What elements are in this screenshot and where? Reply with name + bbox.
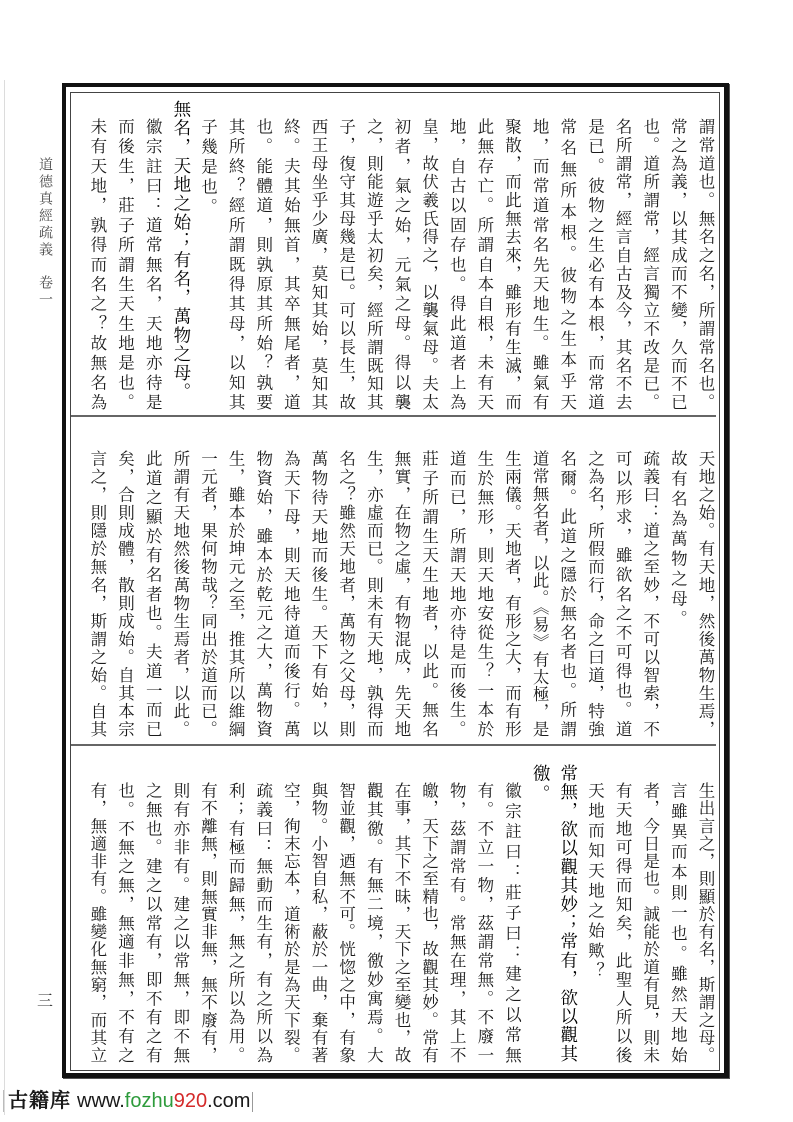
volume-label: 卷一 bbox=[37, 275, 53, 309]
commentary-column: 謂常道也。無名之名，所謂常名也。 bbox=[696, 118, 715, 410]
text-register-upper bbox=[83, 100, 719, 410]
watermark-site-name: 古籍库 bbox=[8, 1090, 71, 1112]
commentary-column: 有天地可得而知矣，此聖人所以後 bbox=[613, 782, 633, 1063]
commentary-column: 智並觀，迺無不可。恍惚之中，有象 bbox=[336, 782, 356, 1063]
commentary-column: 言之，則隱於無名，斯謂之始。自其 bbox=[87, 450, 107, 737]
commentary-column: 子幾是也。 bbox=[198, 118, 218, 218]
commentary-column: 空，徇末忘本，道術於是為天下裂。 bbox=[281, 782, 301, 1063]
commentary-column: 名之？雖然天地者，萬物之父母，則 bbox=[336, 450, 356, 737]
commentary-column: 莊子所謂生天生地者，以此。無名 bbox=[419, 450, 439, 737]
commentary-column: 子，復守其母幾是已。可以長生，故 bbox=[336, 118, 356, 410]
running-head bbox=[36, 157, 54, 309]
commentary-column: 未有天地，孰得而名之？故無名為 bbox=[87, 118, 107, 410]
commentary-column: 疏義曰：無動而生有，有之所以為 bbox=[253, 782, 273, 1063]
text-register-lower bbox=[83, 764, 719, 1063]
commentary-column: 者，今日是也。誠能於道有見，則未 bbox=[640, 782, 660, 1063]
commentary-column: 物，茲謂常有。常無在理，其上不 bbox=[447, 782, 467, 1063]
watermark-url-suffix: .com bbox=[207, 1090, 251, 1112]
commentary-column: 西王母坐乎少廣，莫知其始，莫知其 bbox=[309, 118, 329, 410]
commentary-column: 聚散，而此無去來，雖形有生滅，而 bbox=[502, 118, 522, 410]
commentary-column: 與物。小智自私，蔽於一曲，棄有著 bbox=[309, 782, 329, 1063]
watermark-edge-line bbox=[3, 1090, 4, 1112]
commentary-column: 有，無適非有。雖變化無窮，而其立 bbox=[87, 782, 107, 1063]
commentary-column: 皇，故伏羲氏得之，以襲氣母。夫太 bbox=[419, 118, 439, 410]
commentary-column: 生，雖本於坤元之至，推其所以維綱 bbox=[226, 450, 246, 737]
commentary-column: 天地而知天地之始歟？ bbox=[585, 782, 605, 982]
commentary-column: 也。能體道，則孰原其所始？孰要 bbox=[253, 118, 273, 410]
scripture-column: 徼。 bbox=[530, 764, 551, 805]
commentary-column: 萬物待天地而後生。天下有始，以 bbox=[309, 450, 329, 737]
commentary-column: 道常無名者，以此。《易》有太極，是 bbox=[530, 450, 550, 737]
commentary-column: 則有亦非有。建之以常無，即不無 bbox=[170, 782, 190, 1063]
commentary-column: 矣，合則成體，散則成始。自其本宗 bbox=[115, 450, 135, 737]
commentary-column: 皦，天下之至精也，故觀其妙。常有 bbox=[419, 782, 439, 1063]
commentary-column: 此道之顯於有名者也。夫道一而已 bbox=[143, 450, 163, 737]
scripture-column: 無名，天地之始；有名，萬物之母。 bbox=[170, 100, 191, 400]
commentary-column: 地，自古以固存也。得此道者上為 bbox=[447, 118, 467, 410]
text-register-middle bbox=[83, 450, 719, 737]
commentary-column: 初者，氣之始，元氣之母。得以襲 bbox=[391, 118, 411, 410]
watermark-url bbox=[77, 1090, 250, 1112]
commentary-column: 生出言之，則顯於有名，斯謂之母。 bbox=[696, 782, 715, 1063]
commentary-column: 生於無形，則天地安從生？一本於 bbox=[474, 450, 494, 737]
commentary-column: 徽宗註曰：道常無名，天地亦待是 bbox=[143, 118, 163, 410]
register-divider-upper bbox=[71, 415, 716, 417]
commentary-column: 觀其徼。有無二境，徼妙寓焉。大 bbox=[364, 782, 384, 1063]
watermark-url-green-part: fozhu bbox=[124, 1090, 174, 1112]
scan-edge-line bbox=[4, 80, 5, 1115]
commentary-column: 疏義曰：道之至妙，不可以智索，不 bbox=[640, 450, 660, 737]
commentary-column: 物資始，雖本於乾元之大，萬物資 bbox=[253, 450, 273, 737]
commentary-column: 終。夫其始無首，其卒無尾者，道 bbox=[281, 118, 301, 410]
commentary-column: 有。不立一物，茲謂常無。不廢一 bbox=[474, 782, 494, 1063]
commentary-column: 其所終？經所謂既得其母，以知其 bbox=[226, 118, 246, 410]
commentary-column: 地，而常道常名先天地生。雖氣有 bbox=[530, 118, 550, 410]
commentary-column: 生，亦虛而已。則未有天地，孰得而 bbox=[364, 450, 384, 737]
commentary-column: 一元者，果何物哉？同出於道而已。 bbox=[198, 450, 218, 737]
commentary-column: 道而已，所謂天地亦待是而後生。 bbox=[447, 450, 467, 737]
commentary-column: 名所謂常，經言自古及今，其名不去 bbox=[613, 118, 633, 410]
commentary-column: 在事，其下不昧，天下之至變也，故 bbox=[391, 782, 411, 1063]
commentary-column: 天地之始。有天地，然後萬物生焉， bbox=[696, 450, 715, 737]
commentary-column: 徽宗註曰：莊子曰：建之以常無 bbox=[502, 782, 522, 1063]
commentary-column: 常之為義，以其成而不變，久而不已 bbox=[668, 118, 688, 410]
watermark bbox=[8, 1089, 253, 1113]
commentary-column: 是已。彼物之生必有本根，而常道 bbox=[585, 118, 605, 410]
commentary-column: 言雖異而本則一也。雖然天地始 bbox=[668, 782, 688, 1063]
commentary-column: 所謂有天地然後萬物生焉者，以此。 bbox=[170, 450, 190, 737]
commentary-column: 常名無所本根。彼物之生本乎天 bbox=[557, 118, 577, 410]
commentary-column: 故有名為萬物之母。 bbox=[668, 450, 688, 630]
watermark-url-red-part: 920 bbox=[173, 1090, 208, 1112]
text-caret bbox=[252, 1092, 253, 1112]
page-number: 三 bbox=[36, 991, 53, 1010]
commentary-column: 此無存亡。所謂自本自根，未有天 bbox=[474, 118, 494, 410]
commentary-column: 利；有極而歸無，無之所以為用。 bbox=[226, 782, 246, 1063]
commentary-column: 也。道所謂常，經言獨立不改是已。 bbox=[640, 118, 660, 410]
commentary-column: 無實，在物之虛，有物混成，先天地 bbox=[391, 450, 411, 737]
commentary-column: 有不離無，則無實非無，無不廢有， bbox=[198, 782, 218, 1063]
commentary-column: 為天下母，則天地待道而後行。萬 bbox=[281, 450, 301, 737]
commentary-column: 生兩儀。天地者，有形之大，而有形 bbox=[502, 450, 522, 737]
commentary-column: 之無也。建之以常有，即不有之有 bbox=[143, 782, 163, 1063]
commentary-column: 也。不無之無，無適非無，不有之 bbox=[115, 782, 135, 1063]
commentary-column: 之，則能遊乎太初矣，經所謂既知其 bbox=[364, 118, 384, 410]
commentary-column: 而後生，莊子所謂生天生地是也。 bbox=[115, 118, 135, 410]
scripture-column: 常無，欲以觀其妙；常有，欲以觀其 bbox=[557, 764, 578, 1062]
commentary-column: 名爾。此道之隱於無名者也。所謂 bbox=[557, 450, 577, 737]
book-title: 道德真經疏義 bbox=[37, 157, 53, 259]
register-divider-lower bbox=[71, 744, 716, 746]
watermark-url-prefix: www. bbox=[77, 1090, 125, 1112]
commentary-column: 之為名，所假而行，命之曰道，特強 bbox=[585, 450, 605, 737]
commentary-column: 可以形求，雖欲名之不可得也。道 bbox=[613, 450, 633, 737]
